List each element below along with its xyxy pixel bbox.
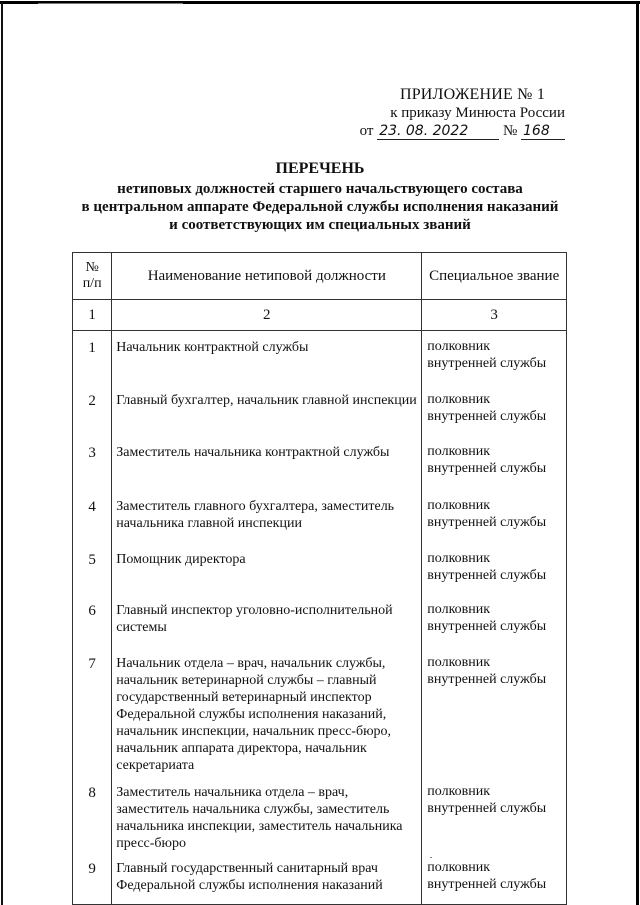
rank-line-2: внутренней службы — [427, 568, 547, 583]
rank-line-1: полковник — [427, 444, 491, 459]
header-position: Наименование нетиповой должности — [112, 253, 422, 300]
rank-line-1: полковник — [427, 602, 491, 617]
position-name: Заместитель начальника контрактной службы — [112, 436, 422, 490]
table-row — [73, 543, 567, 594]
scan-artifact — [38, 3, 183, 4]
special-rank — [422, 594, 567, 647]
table-row — [73, 594, 567, 647]
document-heading — [60, 160, 580, 234]
heading-line-2: в центральном аппарате Федеральной службы исполнения наказаний — [81, 199, 559, 215]
position-name: Начальник отдела – врач, начальник службы, начальник ветеринарной службы – главный государственный ветеринарный инспектор Федеральной службы исполнения наказаний, начальник инспекции, начальник пресс-бюро, начальник аппарата директора, начальник секретариата — [112, 647, 422, 776]
order-number: 168 — [521, 124, 565, 140]
position-name: Заместитель начальника отдела – врач, заместитель начальника службы, заместитель начальника инспекции, заместитель начальника пресс-бюро — [112, 776, 422, 852]
special-rank — [422, 852, 567, 905]
row-number: 1 — [73, 331, 112, 385]
position-name: Главный государственный санитарный врач Федеральной службы исполнения наказаний — [112, 852, 422, 905]
scan-speck — [430, 857, 432, 858]
rank-line-2: внутренней службы — [427, 356, 547, 371]
row-number: 9 — [73, 852, 112, 905]
position-name: Заместитель главного бухгалтера, заместитель начальника главной инспекции — [112, 490, 422, 543]
special-rank — [422, 436, 567, 490]
row-number: 6 — [73, 594, 112, 647]
rank-line-2: внутренней службы — [427, 409, 547, 424]
row-number: 8 — [73, 776, 112, 852]
header-number-sign: № — [85, 260, 99, 275]
rank-line-1: полковник — [427, 551, 491, 566]
rank-line-1: полковник — [427, 655, 491, 670]
rank-line-2: внутренней службы — [427, 877, 547, 892]
positions-table — [72, 252, 567, 905]
row-number: 7 — [73, 647, 112, 776]
special-rank — [422, 490, 567, 543]
scan-border-right — [636, 2, 639, 905]
position-name: Главный бухгалтер, начальник главной инспекции — [112, 384, 422, 436]
number-prefix: № — [502, 123, 518, 139]
table-row — [73, 647, 567, 776]
table-row — [73, 331, 567, 385]
column-number-3: 3 — [422, 300, 567, 331]
special-rank — [422, 776, 567, 852]
table-row — [73, 852, 567, 905]
heading-line-3: и соответствующих им специальных званий — [169, 217, 471, 233]
position-name: Начальник контрактной службы — [112, 331, 422, 385]
header-number-pp: п/п — [82, 276, 102, 291]
appendix-subtitle: к приказу Минюста России — [390, 105, 565, 121]
special-rank — [422, 331, 567, 385]
position-name: Помощник директора — [112, 543, 422, 594]
header-rank: Специальное звание — [422, 253, 567, 300]
rank-line-1: полковник — [427, 392, 491, 407]
appendix-block — [350, 86, 565, 140]
rank-line-1: полковник — [427, 784, 491, 799]
column-number-2: 2 — [112, 300, 422, 331]
table-header-row — [73, 253, 567, 300]
rank-line-1: полковник — [427, 860, 491, 875]
row-number: 3 — [73, 436, 112, 490]
rank-line-2: внутренней службы — [427, 672, 547, 687]
special-rank — [422, 543, 567, 594]
special-rank — [422, 384, 567, 436]
table-row — [73, 490, 567, 543]
table-row — [73, 436, 567, 490]
column-number-1: 1 — [73, 300, 112, 331]
rank-line-2: внутренней службы — [427, 619, 547, 634]
rank-line-1: полковник — [427, 498, 491, 513]
table-row — [73, 776, 567, 852]
header-number — [73, 253, 112, 300]
order-reference — [350, 122, 565, 140]
heading-title: ПЕРЕЧЕНЬ — [275, 160, 365, 177]
position-name: Главный инспектор уголовно-исполнительной системы — [112, 594, 422, 647]
rank-line-2: внутренней службы — [427, 801, 547, 816]
heading-line-1: нетиповых должностей старшего начальствующего состава — [117, 181, 523, 197]
date-prefix: от — [359, 123, 374, 139]
order-date: 23. 08. 2022 — [377, 124, 499, 140]
table-row — [73, 384, 567, 436]
row-number: 4 — [73, 490, 112, 543]
rank-line-2: внутренней службы — [427, 461, 547, 476]
rank-line-2: внутренней службы — [427, 515, 547, 530]
row-number: 5 — [73, 543, 112, 594]
column-numbers-row — [73, 300, 567, 331]
appendix-title: ПРИЛОЖЕНИЕ № 1 — [399, 86, 546, 103]
rank-line-1: полковник — [427, 339, 491, 354]
special-rank — [422, 647, 567, 776]
scan-border-left — [1, 2, 3, 905]
row-number: 2 — [73, 384, 112, 436]
